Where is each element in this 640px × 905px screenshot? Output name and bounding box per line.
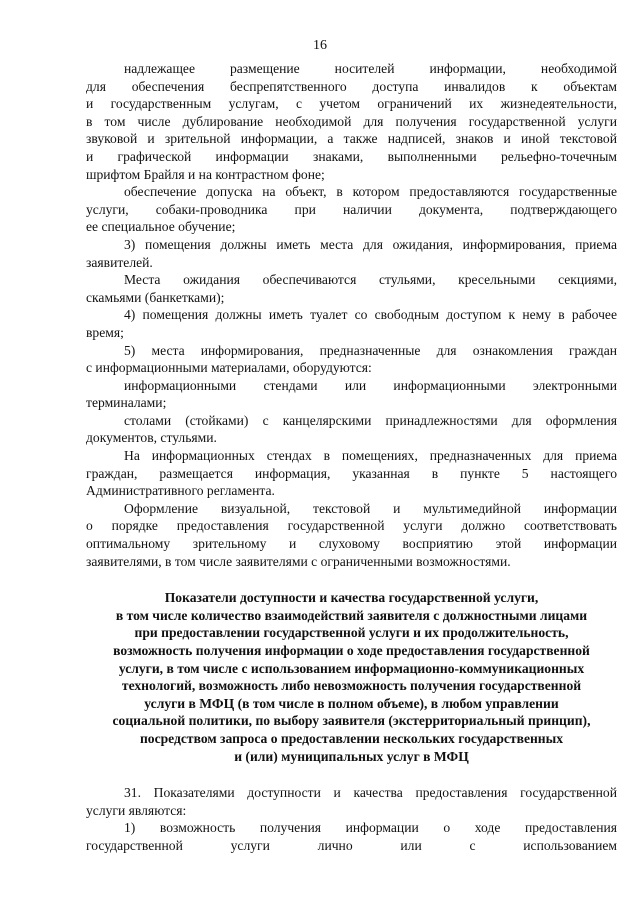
text-line: граждан, размещается информация, указанная в пункте 5 настоящего (86, 465, 617, 481)
text-line: время; (86, 324, 124, 340)
text-line: звуковой и зрительной информации, а также надписей, знаков и иной текстовой (86, 131, 617, 147)
text-line: в том числе дублирование необходимой для получения государственной услуги (86, 113, 617, 129)
text-line: Оформление визуальной, текстовой и мультимедийной информации (124, 500, 617, 516)
section-heading-line: возможность получения информации о ходе предоставления государственной (113, 643, 590, 658)
section-heading-line: социальной политики, по выбору заявителя (экстерриториальный принцип), (112, 713, 591, 729)
text-line: 31. Показателями доступности и качества предоставления государственной (124, 785, 617, 801)
section-heading-line: услуги, в том числе с использованием информационно-коммуникационных (118, 660, 585, 676)
text-line: для обеспечения беспрепятственного доступа инвалидов к объектам (86, 78, 617, 94)
text-line: услуги, собаки-проводника при наличии документа, подтверждающего (86, 201, 617, 217)
text-line: скамьями (банкетками); (86, 289, 225, 305)
document-body (86, 60, 617, 855)
text-line: с информационными материалами, оборудуются: (86, 360, 372, 376)
section-heading-line: Показатели доступности и качества государственной услуги, (164, 590, 539, 606)
text-line: 4) помещения должны иметь туалет со свободным доступом к нему в рабочее (124, 307, 617, 323)
text-line: столами (стойками) с канцелярскими принадлежностями для оформления (124, 412, 617, 428)
section-heading-line: в том числе количество взаимодействий заявителя с должностными лицами (115, 607, 588, 623)
text-line: ее специальное обучение; (86, 219, 236, 235)
text-line: оптимальному зрительному и слуховому восприятию этой информации (86, 536, 617, 552)
text-line: терминалами; (86, 395, 167, 411)
text-line: и графической информации знаками, выполненными рельефно-точечным (86, 148, 617, 164)
section-heading-line: при предоставлении государственной услуги и их продолжительность, (134, 625, 569, 641)
text-line: обеспечение допуска на объект, в котором предоставляются государственные (124, 184, 617, 200)
text-line: и государственным услугам, с учетом ограничений их жизнедеятельности, (86, 96, 617, 112)
text-line: заявителями, в том числе заявителями с ограниченными возможностями. (86, 553, 511, 569)
page-number: 16 (313, 38, 327, 53)
spacer (86, 570, 617, 589)
text-line: информационными стендами или информационными электронными (124, 377, 617, 393)
text-line: услуги являются: (86, 802, 187, 818)
text-line: 5) места информирования, предназначенные для ознакомления граждан (124, 342, 617, 358)
text-line: надлежащее размещение носителей информации, необходимой (124, 61, 617, 76)
section-heading-line: технологий, возможность либо невозможность получения государственной (121, 678, 582, 694)
spacer (86, 765, 617, 784)
section-heading-line: услуги в МФЦ (в том числе в полном объеме), в любом управлении (144, 695, 559, 711)
text-line: государственной услуги лично или с использованием (86, 837, 617, 853)
text-line: Административного регламента. (86, 483, 275, 499)
section-heading-line: посредством запроса о предоставлении нескольких государственных (139, 730, 564, 746)
text-line: Места ожидания обеспечиваются стульями, кресельными секциями, (124, 272, 617, 288)
text-line: о порядке предоставления государственной услуги должно соответствовать (86, 518, 617, 534)
text-line: 3) помещения должны иметь места для ожидания, информирования, приема (124, 236, 617, 252)
text-line: 1) возможность получения информации о ходе предоставления (124, 820, 617, 836)
text-line: заявителей. (86, 254, 153, 270)
text-line: шрифтом Брайля и на контрастном фоне; (86, 166, 325, 182)
text-line: документов, стульями. (86, 430, 217, 446)
text-line: На информационных стендах в помещениях, предназначенных для приема (124, 448, 617, 464)
section-heading-line: и (или) муниципальных услуг в МФЦ (234, 748, 469, 764)
